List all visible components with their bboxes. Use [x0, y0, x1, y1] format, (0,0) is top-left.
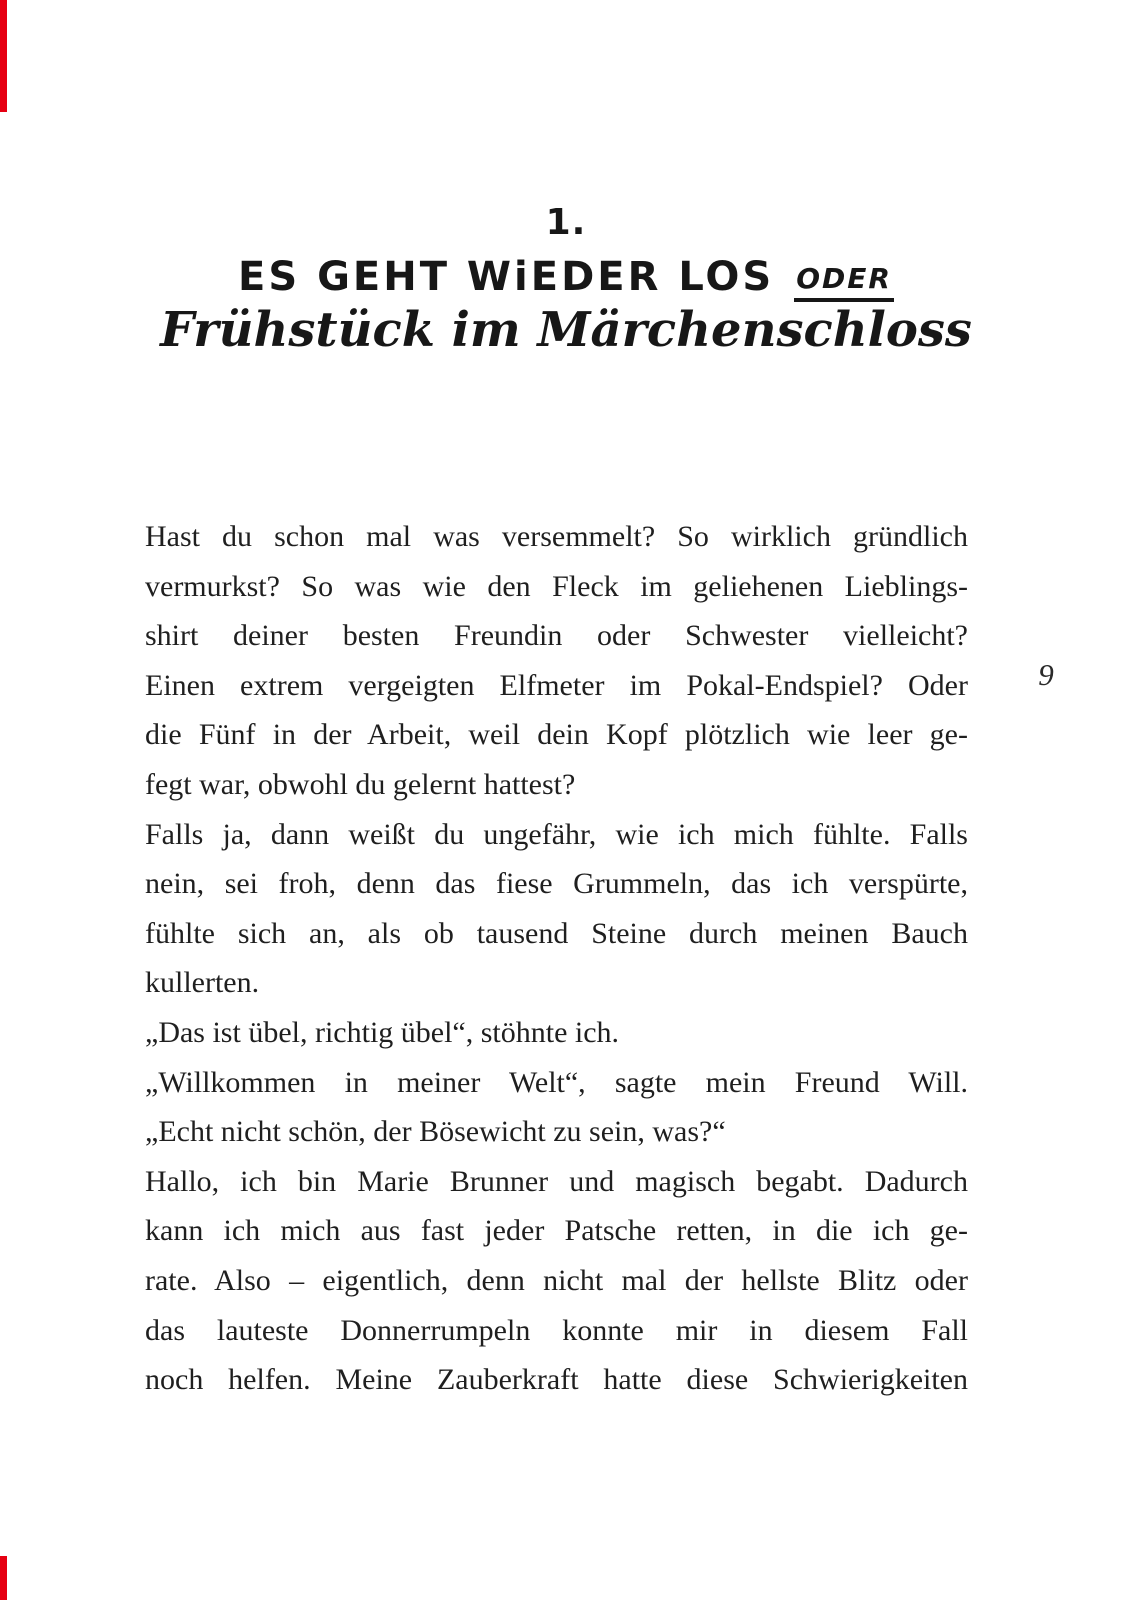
left-edge-accent-bottom — [0, 1556, 7, 1600]
chapter-title — [0, 254, 1132, 302]
text-line: noch helfen. Meine Zauberkraft hatte diese Schwierigkeiten — [145, 1363, 968, 1397]
text-line: fühlte sich an, als ob tausend Steine durch meinen Bauch — [145, 916, 968, 950]
text-line: kullerten. — [145, 966, 260, 1000]
chapter-subtitle: Frühstück im Märchenschloss — [160, 302, 972, 358]
body-text — [145, 512, 968, 1405]
text-line: Einen extrem vergeigten Elfmeter im Pokal-Endspiel? Oder — [145, 668, 968, 702]
chapter-title-oder: ODER — [794, 262, 894, 302]
text-line: die Fünf in der Arbeit, weil dein Kopf plötzlich wie leer ge- — [145, 718, 968, 752]
chapter-title-main: ES GEHT WiEDER LOS — [238, 254, 775, 300]
text-line: „Echt nicht schön, der Bösewicht zu sein, was?“ — [145, 1115, 726, 1149]
text-line: „Willkommen in meiner Welt“, sagte mein Freund Will. — [145, 1065, 968, 1099]
page-number: 9 — [1038, 657, 1054, 692]
text-line: rate. Also – eigentlich, denn nicht mal der hellste Blitz oder — [145, 1263, 968, 1297]
text-line: das lauteste Donnerrumpeln konnte mir in diesem Fall — [145, 1313, 968, 1347]
text-line: vermurkst? So was wie den Fleck im geliehenen Lieblings- — [145, 569, 968, 603]
text-line: Hast du schon mal was versemmelt? So wirklich gründlich — [145, 520, 968, 553]
text-line: Hallo, ich bin Marie Brunner und magisch begabt. Dadurch — [145, 1164, 968, 1198]
text-line: nein, sei froh, denn das fiese Grummeln, das ich verspürte, — [145, 867, 968, 901]
text-line: Falls ja, dann weißt du ungefähr, wie ich mich fühlte. Falls — [145, 817, 968, 851]
chapter-number: 1. — [545, 202, 587, 243]
text-line: fegt war, obwohl du gelernt hattest? — [145, 767, 576, 801]
left-edge-accent-top — [0, 0, 7, 112]
text-line: kann ich mich aus fast jeder Patsche retten, in die ich ge- — [145, 1214, 968, 1248]
text-line: shirt deiner besten Freundin oder Schwester vielleicht? — [145, 619, 968, 653]
text-line: „Das ist übel, richtig übel“, stöhnte ich. — [145, 1015, 620, 1049]
